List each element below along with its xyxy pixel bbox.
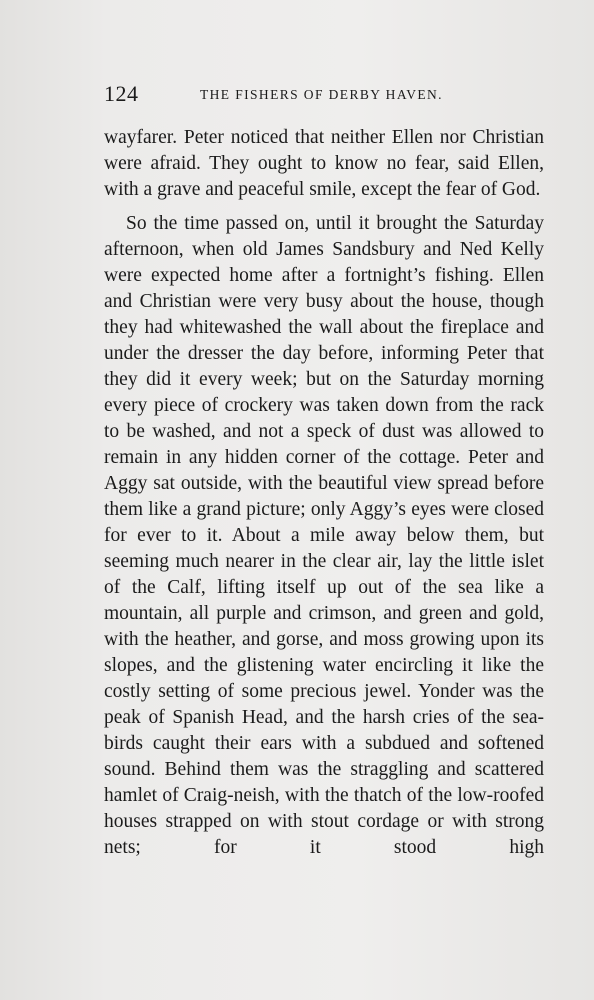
running-title: THE FISHERS OF DERBY HAVEN.: [200, 87, 443, 102]
body-text: [104, 125, 544, 861]
page-number: 124: [104, 81, 139, 106]
paragraph-spacer: [104, 203, 544, 211]
paragraph-continuation: wayfarer. Peter noticed that neither Ellen nor Christian were afraid. They ought to know no fear, said Ellen, with a grave and peaceful smile, except the fear of God.: [104, 127, 544, 200]
paragraph: So the time passed on, until it brought the Saturday afternoon, when old James Sandsbury and Ned Kelly were expected home after a fortnight’s fishing. Ellen and Christian were very busy about the house, though they had whitewashed the wall about the fireplace and under the dresser the day before, informing Peter that they did it every week; but on the Saturday morning every piece of crockery was taken down from the rack to be washed, and not a speck of dust was allowed to remain in any hidden corner of the cottage. Peter and Aggy sat outside, with the beautiful view spread before them like a grand picture; only Aggy’s eyes were closed for ever to it. About a mile away below them, but seeming much nearer in the clear air, lay the little islet of the Calf, lifting itself up out of the sea like a mountain, all purple and crimson, and green and gold, with the heather, and gorse, and moss growing upon its slopes, and the glistening water encircling it like the costly setting of some precious jewel. Yonder was the peak of Spanish Head, and the harsh cries of the sea-birds caught their ears with a subdued and softened sound. Behind them was the straggling and scattered hamlet of Craig-neish, with the thatch of the low-roofed houses strapped on with stout cordage or with strong nets; for it stood high: [104, 213, 544, 858]
page-header: [104, 82, 544, 106]
